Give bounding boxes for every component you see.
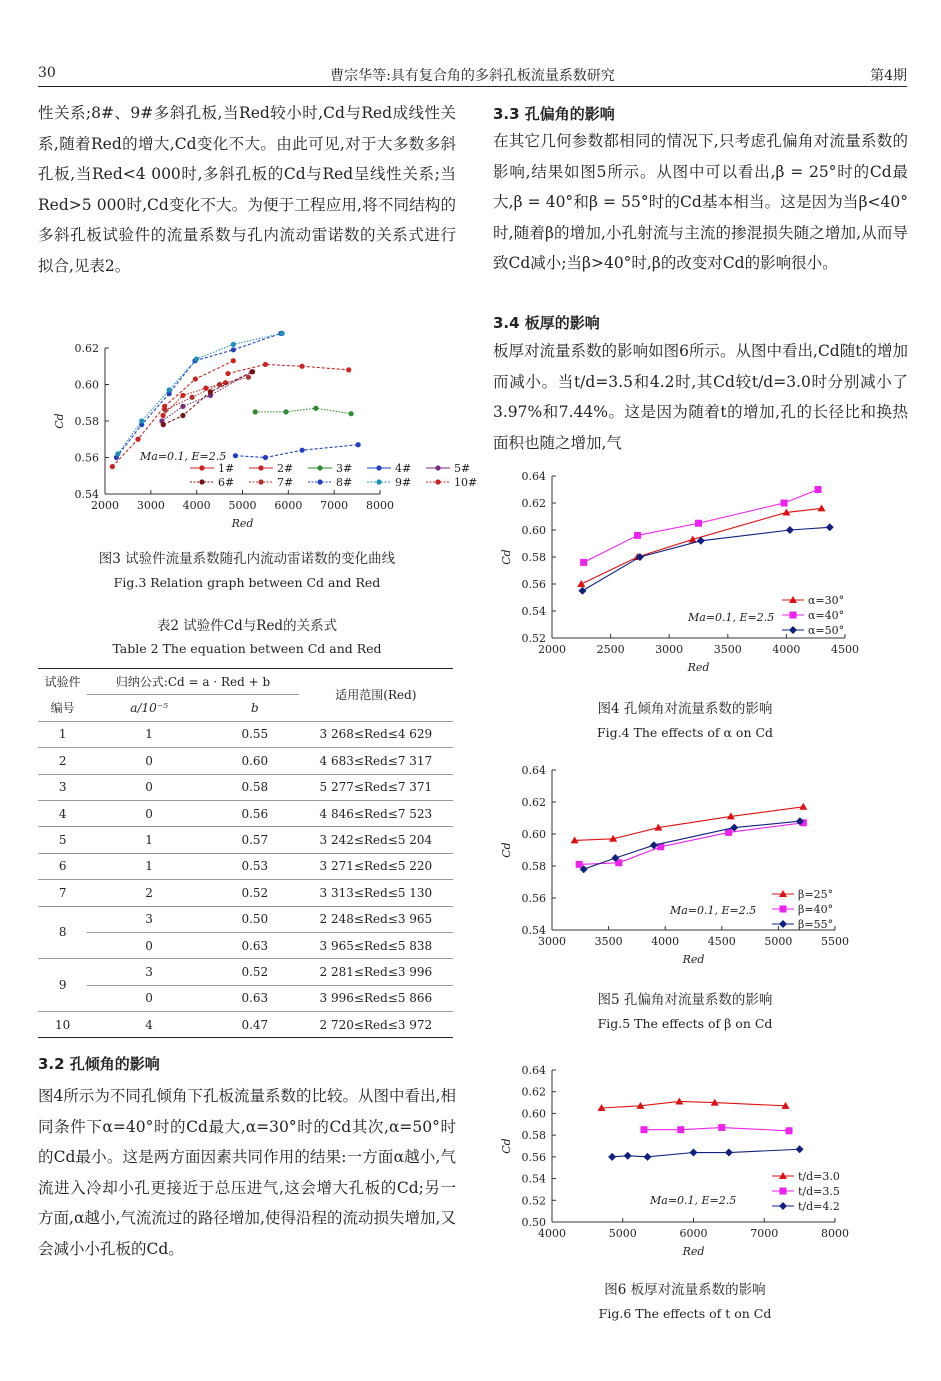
y-tick-label: 0.56: [74, 451, 99, 465]
cell-range: 4 683≤Red≤7 317: [299, 748, 453, 774]
chart-annotation: Ma=0.1, E=2.5: [140, 450, 227, 463]
y-tick-label: 0.54: [521, 605, 546, 618]
y-tick-label: 0.54: [521, 924, 546, 937]
table-2-caption-en: Table 2 The equation between Cd and Red: [112, 641, 382, 656]
data-point: [313, 406, 318, 411]
y-tick-label: 0.62: [521, 497, 546, 510]
x-tick-label: 2000: [91, 499, 119, 512]
data-point: [796, 1145, 804, 1153]
x-tick-label: 8000: [366, 499, 394, 512]
head-range: 适用范围(Red): [299, 669, 453, 722]
data-point: [231, 342, 236, 347]
legend-label: 9#: [395, 476, 412, 489]
series-8: [115, 331, 285, 457]
y-tick-label: 0.64: [521, 470, 546, 483]
data-point: [246, 375, 251, 380]
y-tick-label: 0.62: [521, 796, 546, 809]
data-point: [435, 479, 440, 484]
data-point: [580, 559, 587, 566]
data-point: [233, 453, 238, 458]
data-point: [203, 386, 208, 391]
cell-range: 3 242≤Red≤5 204: [299, 827, 453, 853]
series-line: [228, 364, 349, 373]
cell-range: 2 720≤Red≤3 972: [299, 1012, 453, 1038]
data-point: [110, 464, 115, 469]
section-3-2-title: 3.2 孔倾角的影响: [38, 1055, 160, 1073]
x-tick-label: 2500: [596, 643, 625, 656]
y-tick-label: 0.60: [521, 828, 546, 841]
data-point: [634, 532, 641, 539]
table-2: [38, 668, 453, 1038]
cell-id: 1: [38, 721, 87, 747]
x-tick-label: 5500: [821, 935, 849, 948]
cell-range: 2 248≤Red≤3 965: [299, 906, 453, 932]
data-point: [250, 369, 255, 374]
data-point: [718, 1124, 725, 1131]
cell-a: 1: [87, 827, 211, 853]
section-3-2-paragraph: 图4所示为不同孔倾角下孔板流量系数的比较。从图中看出,相同条件下α=40°时的Cd最大,α=30°时的Cd其次,α=50°时的Cd最小。这是两方面因素共同作用的结果:一方面α越小,气流进入冷却小孔更接近于总压进气,这会增大孔板的Cd;另一方面,α越小,气流流过的路径增加,使得沿程的流动损失增加,又会减小小孔板的Cd。: [38, 1087, 456, 1258]
legend-label: 5#: [454, 462, 471, 475]
cell-a: 0: [87, 985, 211, 1011]
cell-id: 8: [38, 906, 87, 959]
legend-label: 4#: [395, 462, 412, 475]
legend-label: t/d=4.2: [798, 1200, 840, 1213]
y-axis-label: Cd: [500, 1138, 513, 1154]
legend-label: α=40°: [808, 609, 845, 622]
cell-a: 0: [87, 800, 211, 826]
figure-3-chart: [40, 330, 478, 540]
y-tick-label: 0.56: [521, 578, 546, 591]
figure-3-caption-cn: 图3 试验件流量系数随孔内流动雷诺数的变化曲线: [98, 551, 396, 567]
series-line: [163, 372, 252, 425]
legend-label: β=55°: [798, 918, 834, 931]
x-tick-label: 3000: [136, 499, 165, 512]
x-tick-label: 3500: [713, 643, 742, 656]
table-row: [38, 880, 453, 906]
data-point: [435, 465, 440, 470]
data-point: [690, 1149, 698, 1157]
table-2-caption-cn: 表2 试验件Cd与Red的关系式: [156, 618, 338, 634]
cell-id: 10: [38, 1012, 87, 1038]
x-tick-label: 4000: [651, 935, 680, 948]
data-point: [799, 803, 807, 810]
series-3: [233, 442, 361, 460]
x-axis-label: Red: [687, 661, 710, 674]
data-point: [644, 1153, 652, 1161]
x-tick-label: 4000: [538, 1227, 566, 1240]
series-line: [581, 508, 821, 584]
data-point: [263, 455, 268, 460]
figure-6-chart: [490, 1058, 880, 1270]
data-point: [167, 387, 172, 392]
data-point: [675, 1097, 683, 1104]
cell-range: 3 965≤Red≤5 838: [299, 932, 453, 958]
cell-b: 0.52: [211, 880, 299, 906]
head-formula: 归纳公式:Cd = a · Red + b: [87, 669, 298, 695]
x-tick-label: 3500: [594, 935, 623, 948]
figure-4-chart: [490, 466, 880, 694]
data-point: [826, 523, 834, 531]
data-point: [189, 395, 194, 400]
data-point: [576, 861, 583, 868]
data-point: [263, 362, 268, 367]
x-tick-label: 3000: [655, 643, 684, 656]
cell-b: 0.53: [211, 853, 299, 879]
data-point: [779, 920, 787, 928]
legend-label: β=40°: [798, 903, 834, 916]
x-tick-label: 2000: [538, 643, 566, 656]
y-tick-label: 0.56: [521, 1150, 546, 1164]
data-point: [180, 393, 185, 398]
x-tick-label: 4500: [707, 935, 736, 948]
data-point: [640, 1126, 647, 1133]
left-paragraph-1: 性关系;8#、9#多斜孔板,当Red较小时,Cd与Red成线性关系,随着Red的增大,Cd变化不大。由此可见,对于大多数多斜孔板,当Red<4 000时,多斜孔板的Cd与Red呈线性关系;当Red>5 000时,Cd变化不大。为便于工程应用,将不同结构的多斜孔板试验件的流量系数与孔内流动雷诺数的关系式进行拟合,见表2。: [38, 104, 456, 275]
cell-id: 3: [38, 774, 87, 800]
data-point: [780, 906, 787, 913]
series-line: [116, 333, 281, 457]
data-point: [780, 1188, 787, 1195]
data-point: [280, 331, 285, 336]
cell-b: 0.56: [211, 800, 299, 826]
head-a: a/10⁻⁵: [130, 701, 168, 716]
cell-range: 2 281≤Red≤3 996: [299, 959, 453, 985]
x-axis-label: Red: [682, 1245, 705, 1258]
cell-a: 3: [87, 906, 211, 932]
section-3-4-paragraph: 板厚对流量系数的影响如图6所示。从图中看出,Cd随t的增加而减小。当t/d=3.5和4.2时,其Cd较t/d=3.0时分别减小了3.97%和7.44%。这是因为随着t的增加,孔的长径比和换热面积也随之增加,气: [493, 342, 908, 452]
cell-a: 3: [87, 959, 211, 985]
table-row: [38, 800, 453, 826]
data-point: [356, 442, 361, 447]
cell-range: 4 846≤Red≤7 523: [299, 800, 453, 826]
figure-4-caption-cn: 图4 孔倾角对流量系数的影响: [597, 701, 773, 717]
y-tick-label: 0.54: [521, 1172, 546, 1186]
cell-id: 9: [38, 959, 87, 1012]
running-header: [38, 60, 907, 87]
data-point: [161, 422, 166, 427]
table-row: [38, 721, 453, 747]
legend-label: β=25°: [798, 888, 834, 901]
legend-label: 10#: [454, 476, 478, 489]
cell-id: 5: [38, 827, 87, 853]
series-2: [580, 817, 804, 873]
data-point: [376, 479, 381, 484]
figure-5-caption-cn: 图5 孔偏角对流量系数的影响: [597, 992, 773, 1008]
x-tick-label: 6000: [274, 499, 303, 512]
head-specimen-2: 编号: [50, 701, 75, 716]
series-line: [644, 1128, 789, 1131]
series-line: [582, 527, 829, 590]
data-point: [725, 829, 732, 836]
data-point: [608, 1153, 616, 1161]
cell-id: 6: [38, 853, 87, 879]
figure-6-caption-en: Fig.6 The effects of t on Cd: [598, 1306, 772, 1321]
series-line: [235, 445, 358, 458]
table-row: [38, 932, 453, 958]
y-tick-label: 0.58: [74, 415, 99, 428]
x-tick-label: 6000: [679, 1227, 708, 1240]
series-2: [253, 406, 354, 417]
cell-b: 0.57: [211, 827, 299, 853]
chart-annotation: Ma=0.1, E=2.5: [650, 1194, 737, 1207]
y-tick-label: 0.58: [521, 860, 546, 873]
series-line: [602, 1101, 786, 1108]
x-tick-label: 4000: [772, 643, 801, 656]
series-line: [255, 408, 351, 413]
cell-a: 1: [87, 721, 211, 747]
table-row: [38, 827, 453, 853]
legend-label: 7#: [277, 476, 294, 489]
y-tick-label: 0.56: [521, 892, 546, 905]
y-axis-label: Cd: [53, 413, 66, 429]
figure-4-caption-en: Fig.4 The effects of α on Cd: [596, 725, 774, 740]
legend-label: 2#: [277, 462, 294, 475]
y-axis-label: Cd: [500, 842, 513, 858]
data-point: [624, 1152, 632, 1160]
x-axis-label: Red: [682, 953, 705, 966]
cell-b: 0.55: [211, 721, 299, 747]
data-point: [217, 382, 222, 387]
data-point: [283, 409, 288, 414]
data-point: [779, 1202, 787, 1210]
x-tick-label: 5000: [228, 499, 257, 512]
legend-label: α=30°: [808, 594, 845, 607]
series-1: [576, 819, 807, 868]
legend-label: 3#: [336, 462, 353, 475]
cell-id: 7: [38, 880, 87, 906]
series-1: [225, 362, 351, 376]
data-point: [162, 404, 167, 409]
data-point: [317, 465, 322, 470]
table-row: [38, 853, 453, 879]
series-1: [640, 1124, 792, 1134]
data-point: [695, 520, 702, 527]
data-point: [135, 437, 140, 442]
cell-range: 3 268≤Red≤4 629: [299, 721, 453, 747]
data-point: [208, 389, 213, 394]
x-axis-label: Red: [231, 517, 254, 530]
cell-a: 4: [87, 1012, 211, 1038]
y-tick-label: 0.62: [521, 1085, 546, 1099]
data-point: [253, 409, 258, 414]
y-tick-label: 0.60: [521, 524, 546, 537]
data-point: [231, 347, 236, 352]
y-tick-label: 0.52: [521, 632, 546, 645]
legend-label: α=50°: [808, 624, 845, 637]
data-point: [818, 504, 826, 511]
y-tick-label: 0.60: [74, 378, 99, 392]
data-point: [180, 413, 185, 418]
cell-a: 0: [87, 774, 211, 800]
cell-b: 0.47: [211, 1012, 299, 1038]
y-tick-label: 0.64: [521, 764, 546, 777]
cell-id: 2: [38, 748, 87, 774]
table-row: [38, 906, 453, 932]
table-row: [38, 959, 453, 985]
data-point: [225, 371, 230, 376]
data-point: [578, 587, 586, 595]
x-tick-label: 4500: [831, 643, 859, 656]
x-tick-label: 5000: [608, 1227, 637, 1240]
data-point: [115, 451, 120, 456]
y-tick-label: 0.58: [521, 551, 546, 564]
chart-annotation: Ma=0.1, E=2.5: [688, 611, 775, 624]
series-line: [162, 372, 252, 421]
x-tick-label: 4000: [182, 499, 211, 512]
series-line: [612, 1149, 799, 1157]
series-2: [578, 523, 833, 594]
data-point: [789, 626, 797, 634]
cell-b: 0.60: [211, 748, 299, 774]
table-row: [38, 985, 453, 1011]
data-point: [781, 500, 788, 507]
section-3-3-paragraph: 在其它几何参数都相同的情况下,只考虑孔偏角对流量系数的影响,结果如图5所示。从图中可以看出,β = 25°时的Cd最大,β = 40°和β = 55°时的Cd基本相当。这是因为当β<40°时,随着β的增加,小孔射流与主流的掺混损失随之增加,从而导致Cd减小;当β>40°时,β的改变对Cd的影响很小。: [493, 132, 908, 272]
x-tick-label: 7000: [320, 499, 349, 512]
data-point: [346, 367, 351, 372]
cell-a: 0: [87, 748, 211, 774]
series-5: [161, 369, 256, 427]
legend-label: t/d=3.5: [798, 1185, 840, 1198]
figure-6-caption-cn: 图6 板厚对流量系数的影响: [604, 1282, 766, 1298]
figure-3-caption-en: Fig.3 Relation graph between Cd and Red: [113, 575, 381, 590]
y-tick-label: 0.64: [521, 1064, 546, 1077]
data-point: [199, 465, 204, 470]
head-specimen: 试验件: [38, 669, 87, 695]
figure-5-caption-en: Fig.5 The effects of β on Cd: [597, 1016, 773, 1031]
data-point: [258, 479, 263, 484]
data-point: [139, 418, 144, 423]
cell-range: 3 271≤Red≤5 220: [299, 853, 453, 879]
x-tick-label: 7000: [750, 1227, 779, 1240]
page-number: 30: [38, 65, 56, 81]
cell-range: 3 313≤Red≤5 130: [299, 880, 453, 906]
table-row: [38, 748, 453, 774]
legend-label: 1#: [218, 462, 235, 475]
data-point: [349, 411, 354, 416]
y-tick-label: 0.58: [521, 1129, 546, 1143]
series-0: [598, 1097, 790, 1111]
series-line: [118, 333, 282, 453]
cell-a: 2: [87, 880, 211, 906]
cell-b: 0.63: [211, 985, 299, 1011]
data-point: [790, 612, 797, 619]
data-point: [180, 404, 185, 409]
cell-a: 1: [87, 853, 211, 879]
data-point: [299, 448, 304, 453]
data-point: [786, 526, 794, 534]
legend-label: 8#: [336, 476, 353, 489]
y-tick-label: 0.60: [521, 1107, 546, 1121]
section-3-4-title: 3.4 板厚的影响: [493, 314, 600, 332]
data-point: [194, 356, 199, 361]
table-row: [38, 1012, 453, 1038]
running-title: 曹宗华等:具有复合角的多斜孔板流量系数研究: [330, 68, 615, 84]
cell-b: 0.50: [211, 906, 299, 932]
data-point: [725, 1149, 733, 1157]
data-point: [231, 358, 236, 363]
cell-range: 5 277≤Red≤7 371: [299, 774, 453, 800]
data-point: [317, 479, 322, 484]
x-tick-label: 3000: [538, 935, 566, 948]
cell-a: 0: [87, 932, 211, 958]
y-tick-label: 0.52: [521, 1194, 546, 1208]
y-tick-label: 0.62: [74, 342, 99, 355]
y-tick-label: 0.50: [521, 1216, 546, 1229]
x-tick-label: 5000: [764, 935, 793, 948]
cell-b: 0.63: [211, 932, 299, 958]
cell-b: 0.58: [211, 774, 299, 800]
series-2: [608, 1145, 803, 1161]
series-0: [577, 504, 825, 587]
section-3-3-title: 3.3 孔偏角的影响: [493, 105, 615, 123]
table-row: [38, 774, 453, 800]
series-6: [163, 375, 251, 413]
cell-range: 3 996≤Red≤5 866: [299, 985, 453, 1011]
issue-number: 第4期: [870, 68, 907, 84]
y-axis-label: Cd: [500, 549, 513, 565]
x-tick-label: 8000: [821, 1227, 849, 1240]
data-point: [193, 376, 198, 381]
data-point: [161, 413, 166, 418]
legend-label: 6#: [218, 476, 235, 489]
figure-5-chart: [490, 758, 880, 980]
data-point: [199, 479, 204, 484]
data-point: [815, 486, 822, 493]
cell-id: 4: [38, 800, 87, 826]
y-tick-label: 0.54: [74, 488, 99, 501]
data-point: [786, 1127, 793, 1134]
cell-b: 0.52: [211, 959, 299, 985]
chart-annotation: Ma=0.1, E=2.5: [670, 904, 757, 917]
data-point: [299, 364, 304, 369]
head-b: b: [250, 701, 259, 716]
series-1: [580, 486, 821, 566]
legend-label: t/d=3.0: [798, 1170, 840, 1183]
data-point: [577, 580, 585, 587]
data-point: [677, 1126, 684, 1133]
data-point: [376, 465, 381, 470]
data-point: [258, 465, 263, 470]
series-line: [575, 807, 804, 841]
